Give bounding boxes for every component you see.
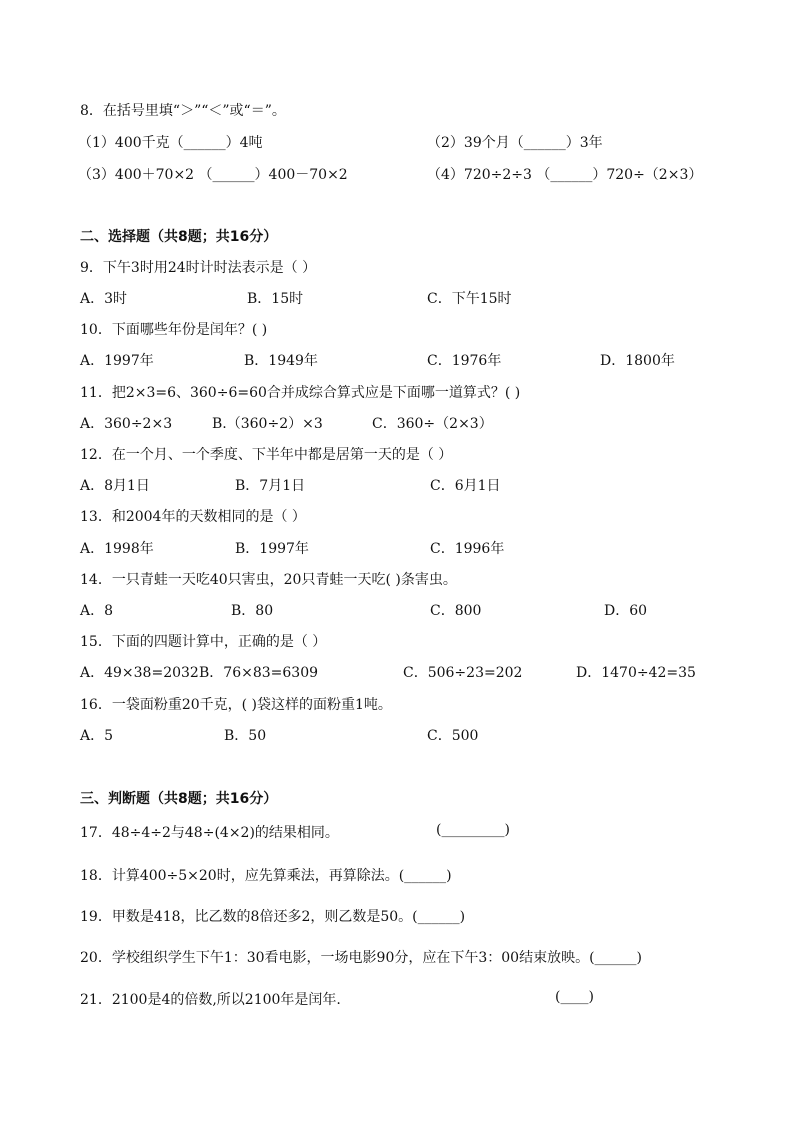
q14-option-d: D．60 — [604, 603, 648, 619]
q10-option-c: C．1976年 — [427, 353, 502, 369]
q18-stem: 18．计算400÷5×20时，应先算乘法，再算除法。(______) — [80, 868, 452, 884]
q13-option-b: B．1997年 — [235, 541, 309, 557]
q14-option-c: C．800 — [430, 603, 482, 619]
q16-option-c: C．500 — [427, 728, 479, 744]
q17-answer-blank[interactable]: (_________) — [436, 822, 510, 838]
q9-option-c: C．下午15时 — [427, 291, 512, 307]
q13-option-c: C．1996年 — [430, 541, 505, 557]
q12-stem: 12．在一个月、一个季度、下半年中都是居第一天的是（ ） — [80, 447, 453, 463]
q16-option-a: A．5 — [80, 728, 114, 744]
q17-stem: 17．48÷4÷2与48÷(4×2)的结果相同。 — [80, 825, 339, 841]
q14-stem: 14．一只青蛙一天吃40只害虫，20只青蛙一天吃( )条害虫。 — [80, 572, 457, 588]
q9-option-a: A．3时 — [80, 291, 128, 307]
q20-stem: 20．学校组织学生下午1：30看电影，一场电影90分，应在下午3：00结束放映。(______) — [80, 950, 642, 966]
q12-option-a: A．8月1日 — [80, 478, 150, 494]
q15-stem: 15．下面的四题计算中，正确的是（ ） — [80, 634, 327, 650]
q9-stem: 9．下午3时用24时计时法表示是（ ） — [80, 260, 317, 276]
q12-option-b: B．7月1日 — [235, 478, 306, 494]
q10-option-a: A．1997年 — [80, 353, 154, 369]
q21-answer-blank[interactable]: (____) — [555, 989, 594, 1005]
q11-option-c: C．360÷（2×3） — [372, 416, 493, 432]
q13-stem: 13．和2004年的天数相同的是（ ） — [80, 509, 306, 525]
q12-option-c: C．6月1日 — [430, 478, 501, 494]
q8-stem: 8．在括号里填“＞”“＜”或“＝”。 — [80, 103, 286, 119]
section3-heading: 三、判断题（共8题；共16分） — [80, 791, 278, 807]
q21-stem: 21．2100是4的倍数,所以2100年是闰年. — [80, 992, 341, 1008]
q8-item-2: （2）39个月（______）3年 — [427, 135, 603, 151]
q9-option-b: B．15时 — [247, 291, 304, 307]
q10-option-b: B．1949年 — [244, 353, 318, 369]
q10-stem: 10．下面哪些年份是闰年？( ) — [80, 322, 268, 338]
q11-option-b: B.（360÷2）×3 — [212, 416, 323, 432]
q15-option-d: D．1470÷42=35 — [576, 665, 696, 681]
q14-option-b: B．80 — [231, 603, 274, 619]
q11-stem: 11．把2×3=6、360÷6=60合并成综合算式应是下面哪一道算式？( ) — [80, 385, 521, 401]
q16-stem: 16．一袋面粉重20千克，( )袋这样的面粉重1吨。 — [80, 697, 392, 713]
q11-option-a: A．360÷2×3 — [80, 416, 173, 432]
q8-item-1: （1）400千克（______）4吨 — [78, 135, 263, 151]
q13-option-a: A．1998年 — [80, 541, 154, 557]
q14-option-a: A．8 — [80, 603, 114, 619]
section2-heading: 二、选择题（共8题；共16分） — [80, 229, 278, 245]
q15-option-a: A．49×38=2032 — [80, 665, 199, 681]
q8-item-4: （4）720÷2÷3 （______）720÷（2×3） — [427, 167, 703, 183]
q15-option-b: B．76×83=6309 — [199, 665, 319, 681]
q19-stem: 19．甲数是418，比乙数的8倍还多2，则乙数是50。(______) — [80, 909, 466, 925]
q10-option-d: D．1800年 — [600, 353, 675, 369]
q16-option-b: B．50 — [224, 728, 267, 744]
q8-item-3: （3）400＋70×2 （______）400－70×2 — [78, 167, 348, 183]
q15-option-c: C．506÷23=202 — [403, 665, 523, 681]
